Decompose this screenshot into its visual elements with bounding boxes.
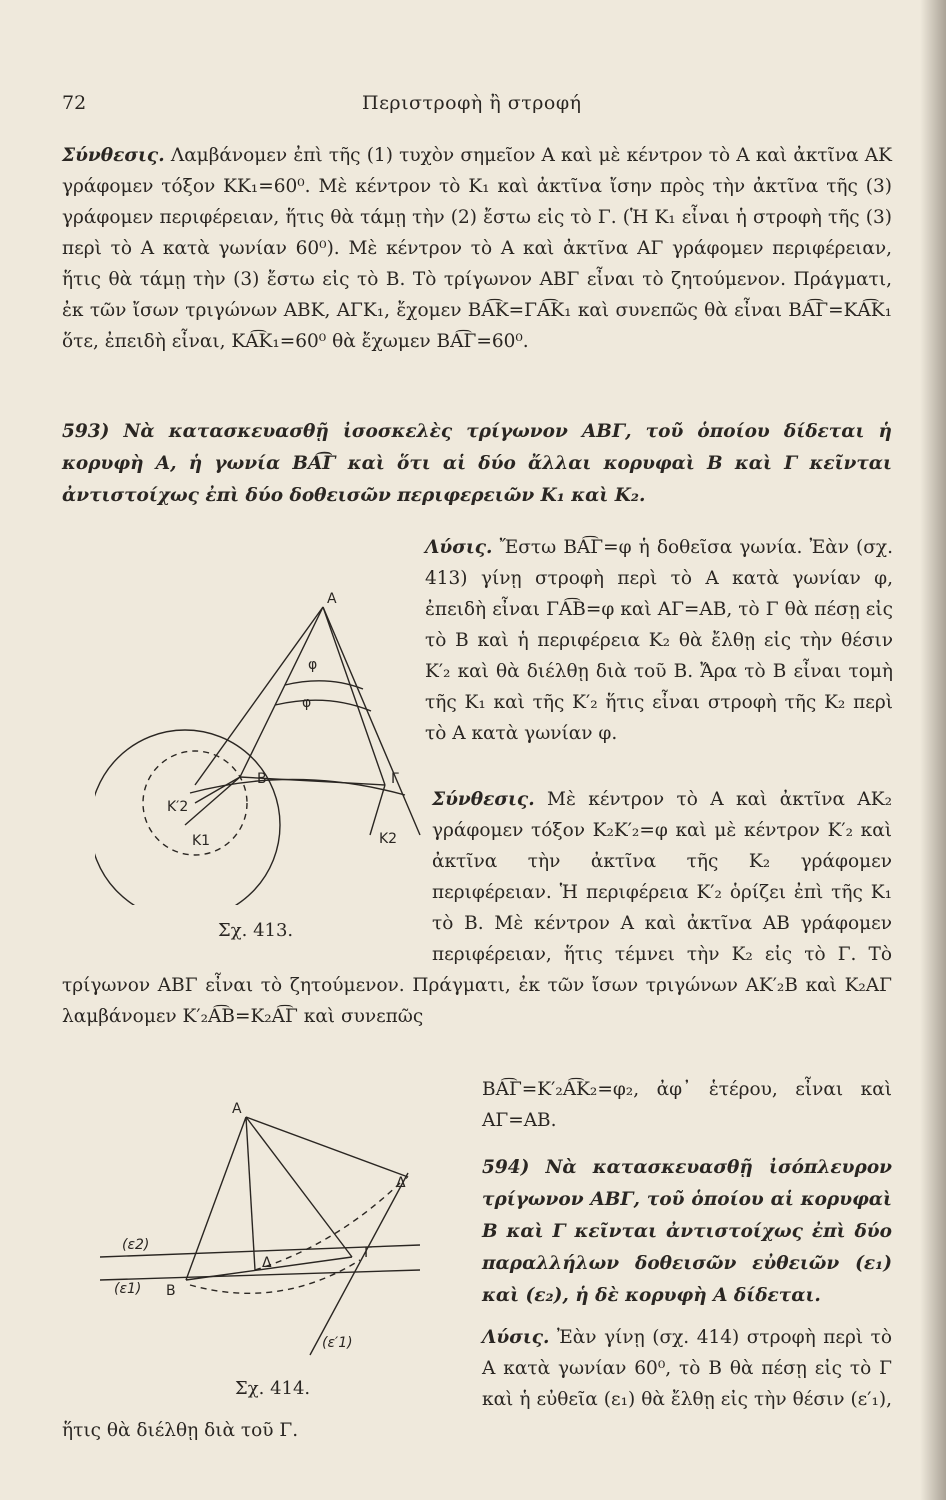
line-e1prime (310, 1173, 408, 1355)
synthesis-text: Λαμβάνομεν ἐπὶ τῆς (1) τυχὸν σημεῖον Α καὶ μὲ κέντρον τὸ Α καὶ ἀκτῖνα ΑΚ γράφομεν τόξον ΚΚ₁=60⁰. Μὲ κέντρον τὸ Κ₁ καὶ ἀκτῖνα ἴσην πρὸς τὴν ἀκτῖνα τῆς (3) γράφομεν περιφέρειαν, ἥτις θὰ τάμῃ τὴν (2) ἔστω εἰς τὸ Γ. (Ἡ Κ₁ εἶναι ἡ στροφὴ τῆς (3) περὶ τὸ Α κατὰ γωνίαν 60⁰). Μὲ κέντρον τὸ Α καὶ ἀκτῖνα ΑΓ γράφομεν περιφέρειαν, ἥτις θὰ τάμῃ τὴν (3) ἔστω εἰς τὸ Β. Τὸ τρίγωνον ΑΒΓ εἶναι τὸ ζητούμενον. Πράγματι, ἐκ τῶν ἴσων τριγώνων ΑΒΚ, ΑΓΚ₁, ἔχομεν ΒΑ͡Κ=ΓΑ͡Κ₁ καὶ συνεπῶς θὰ εἶναι ΒΑ͡Γ=ΚΑ͡Κ₁ ὅτε, ἐπειδὴ εἶναι, ΚΑ͡Κ₁=60⁰ θὰ ἔχωμεν ΒΑ͡Γ=60⁰. (62, 145, 892, 352)
label-k1: K1 (192, 833, 211, 849)
segment-a-d (246, 1117, 255, 1270)
line-a-b (240, 607, 323, 777)
label-b: B (257, 771, 267, 787)
problem-593-statement: 593) Νὰ κατασκευασθῇ ἰσοσκελὲς τρίγωνον ΑΒΓ, τοῦ ὁποίου δίδεται ἡ κορυφὴ Α, ἡ γωνία ΒΑ͡Γ καὶ ὅτι αἱ δύο ἄλλαι κορυφαὶ Β καὶ Γ κεῖνται ἀντιστοίχως ἐπὶ δύο δοθεισῶν περιφερειῶν Κ₁ καὶ Κ₂. (62, 421, 892, 506)
line-a-g (323, 607, 385, 785)
figure-414 (100, 1095, 425, 1370)
segment-a-dprime (246, 1117, 408, 1177)
label-g: Γ (364, 1245, 372, 1261)
page-number: 72 (62, 92, 87, 114)
segment-b-k1 (185, 777, 240, 825)
solution-593-paragraph (425, 532, 893, 749)
solution-593-label: Λύσις. (425, 537, 493, 558)
label-k2prime: K′2 (167, 799, 189, 815)
label-phi-inner: φ (308, 657, 318, 673)
label-a: A (232, 1101, 242, 1117)
line-a-k2 (323, 607, 420, 835)
running-title: Περιστροφὴ ἢ στροφή (362, 92, 582, 114)
synthesis-593-text: Μὲ κέντρον τὸ Α καὶ ἀκτῖνα ΑΚ₂ γράφομεν τόξον Κ₂Κ′₂=φ καὶ μὲ κέντρον Κ′₂ καὶ ἀκτῖνα τὴν ἀκτῖνα τῆς Κ₂ γράφομεν περιφέρειαν. Ἡ περιφέρεια Κ′₂ ὁρίζει ἐπὶ τῆς Κ₁ τὸ Β. Μὲ κέντρον Α καὶ ἀκτῖνα ΑΒ γράφομεν περιφέρειαν, ἥτις τέμνει τὴν Κ₂ εἰς τὸ Γ. Τὸ τρίγωνον ΑΒΓ εἶναι τὸ ζητούμενον. Πράγματι, ἐκ τῶν ἴσων τριγώνων ΑΚ′₂Β καὶ Κ₂ΑΓ λαμβάνομεν Κ′₂Α͡Β=Κ₂Α͡Γ καὶ συνεπῶς (62, 789, 892, 1027)
label-e2: (ε2) (122, 1237, 150, 1253)
synthesis-593-end: ΒΑ͡Γ=Κ′₂Α͡Κ₂=φ₂, ἀφ᾽ ἑτέρου, εἶναι καὶ ΑΓ=ΑΒ. (482, 1079, 892, 1131)
line-e1 (100, 1270, 420, 1280)
label-b: B (166, 1283, 176, 1299)
segment-a-g (246, 1117, 352, 1257)
problem-594-statement: 594) Νὰ κατασκευασθῇ ἰσόπλευρον τρίγωνον ΑΒΓ, τοῦ ὁποίου αἱ κορυφαὶ Β καὶ Γ κεῖνται ἀντιστοίχως ἐπὶ δύο παραλλήλων δοθεισῶν εὐθειῶν (ε₁) καὶ (ε₂), ἡ δὲ κορυφὴ Α δίδεται. (482, 1157, 892, 1306)
label-a: A (327, 591, 337, 607)
figure-413-caption: Σχ. 413. (218, 920, 294, 941)
segment-a-b (186, 1117, 246, 1280)
figure-414-caption: Σχ. 414. (235, 1378, 311, 1399)
label-e1: (ε1) (114, 1281, 142, 1297)
synthesis-label: Σύνθεσις. (62, 145, 165, 166)
label-k2: K2 (379, 831, 398, 847)
label-g: Γ (391, 771, 399, 787)
binding-shadow (920, 0, 946, 1500)
label-phi-outer: φ (302, 695, 312, 711)
page-header (62, 92, 886, 122)
solution-594-label: Λύσις. (482, 1327, 550, 1348)
label-dprime: Δ′ (396, 1175, 409, 1191)
figure-413 (95, 585, 425, 905)
solution-593-text: Ἔστω ΒΑ͡Γ=φ ἡ δοθεῖσα γωνία. Ἐὰν (σχ. 413) γίνῃ στροφὴ περὶ τὸ Α κατὰ γωνίαν φ, ἐπειδὴ εἶναι ΓΑ͡Β=φ καὶ ΑΓ=ΑΒ, τὸ Γ θὰ πέσῃ εἰς τὸ Β καὶ ἡ περιφέρεια Κ₂ θὰ ἔλθῃ εἰς τὴν θέσιν Κ′₂ καὶ θὰ διέλθῃ διὰ τοῦ Β. Ἄρα τὸ Β εἶναι τομὴ τῆς Κ₁ καὶ τῆς Κ′₂ ἥτις εἶναι στροφὴ τῆς Κ₂ περὶ τὸ Α κατὰ γωνίαν φ. (425, 537, 893, 744)
solution-594-text: Ἐὰν γίνῃ (σχ. 414) στροφὴ περὶ τὸ Α κατὰ γωνίαν 60⁰, τὸ Β θὰ πέσῃ εἰς τὸ Γ καὶ ἡ εὐθεῖα (ε₁) θὰ ἔλθῃ εἰς τὴν θέσιν (ε′₁), ἥτις θὰ διέλθῃ διὰ τοῦ Γ. (62, 1327, 892, 1441)
synthesis-paragraph-1 (62, 140, 892, 357)
label-e1prime: (ε′1) (322, 1335, 353, 1351)
circle-k1 (95, 730, 280, 905)
arc-d-dprime (255, 1183, 400, 1270)
synthesis-593-label: Σύνθεσις. (432, 789, 535, 810)
label-d: Δ (262, 1255, 272, 1271)
segment-g-k2 (370, 785, 385, 835)
